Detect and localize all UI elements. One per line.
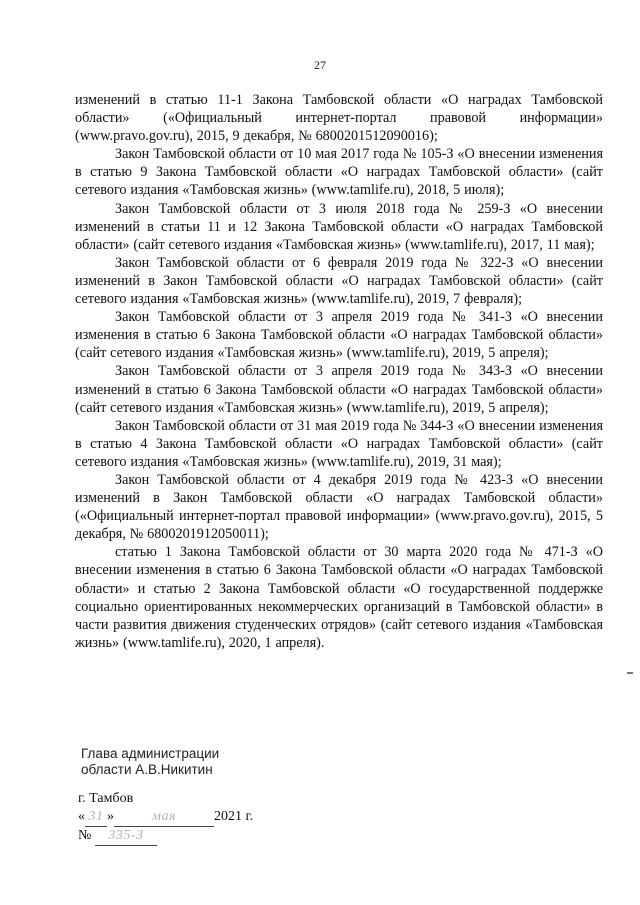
city: г. Тамбов: [78, 791, 134, 806]
law-paragraph: Закон Тамбовской области от 10 мая 2017 года № 105-З «О внесении изменения в статью 9 Закона Тамбовской области «О наградах Тамбовской области» (сайт сетевого издания «Тамбовская жизнь» (www.tamlife.ru), 2018, 5 июля);: [75, 146, 603, 199]
signatory-name: области А.В.Никитин: [81, 762, 213, 777]
law-paragraph: Закон Тамбовской области от 6 февраля 2019 года № 322-З «О внесении изменений в Закон Тамбовской области «О наградах Тамбовской области» (сайт сетевого издания «Тамбовская жизнь» (www.tamlife.ru), 2019, 7 февраля);: [75, 254, 603, 308]
law-paragraph: Закон Тамбовской области от 3 апреля 2019 года № 341-З «О внесении изменения в статью 6 Закона Тамбовской области «О наградах Тамбовской области» (сайт сетевого издания «Тамбовская жизнь» (www.tamlife.ru), 2019, 5 апреля);: [75, 309, 603, 362]
law-paragraph: Закон Тамбовской области от 3 июля 2018 года № 259-З «О внесении изменений в статьи 11 и 12 Закона Тамбовской области «О наградах Тамбовской области» (сайт сетевого издания «Тамбовская жизнь» (www.tamlife.ru), 2017, 11 мая);: [75, 200, 603, 253]
law-paragraph: Закон Тамбовской области от 3 апреля 2019 года № 343-З «О внесении изменений в статью 6 Закона Тамбовской области «О наградах Тамбовской области» (сайт сетевого издания «Тамбовская жизнь» (www.tamlife.ru), 2019, 5 апреля);: [75, 363, 603, 416]
date-day: 31: [85, 808, 107, 827]
law-paragraph: изменений в статью 11-1 Закона Тамбовской области «О наградах Тамбовской области» («Официальный интернет-портал правовой информации» (www.pravo.gov.ru), 2015, 9 декабря, № 6800201512090016);: [75, 92, 603, 145]
page-number: 27: [314, 58, 326, 72]
date-year: 2021 г.: [214, 809, 254, 824]
date-month: мая: [114, 808, 214, 827]
law-list: [75, 91, 603, 652]
document-number: 335-З: [95, 827, 157, 846]
date-line: [78, 808, 253, 827]
law-paragraph: Закон Тамбовской области от 31 мая 2019 года № 344-З «О внесении изменения в статью 4 Закона Тамбовской области «О наградах Тамбовской области» (сайт сетевого издания «Тамбовская жизнь» (www.tamlife.ru), 2019, 31 мая);: [75, 417, 603, 470]
law-paragraph: Закон Тамбовской области от 4 декабря 2019 года № 423-З «О внесении изменений в Закон Тамбовской области «О наградах Тамбовской области» («Официальный интернет-портал правовой информации» (www.pravo.gov.ru), 2015, 5 декабря, № 6800201912050011);: [75, 471, 603, 543]
signatory-title: Глава администрации: [81, 746, 220, 761]
margin-mark: [627, 672, 633, 674]
place-date-number: [78, 790, 253, 846]
date-open-quote: «: [78, 809, 85, 824]
document-number-line: [78, 827, 253, 846]
number-prefix: №: [78, 828, 92, 843]
law-paragraph: статью 1 Закона Тамбовской области от 30 марта 2020 года № 471-З «О внесении изменения в статью 6 Закона Тамбовской области «О наградах Тамбовской области» и статью 2 Закона Тамбовской области «О государственной поддержке социально ориентированных некоммерческих организаций в Тамбовской области» в части развития движения студенческих отрядов» (сайт сетевого издания «Тамбовская жизнь» (www.tamlife.ru), 2020, 1 апреля).: [75, 544, 603, 651]
signature-block: [81, 746, 219, 778]
date-close-quote: »: [107, 809, 114, 824]
